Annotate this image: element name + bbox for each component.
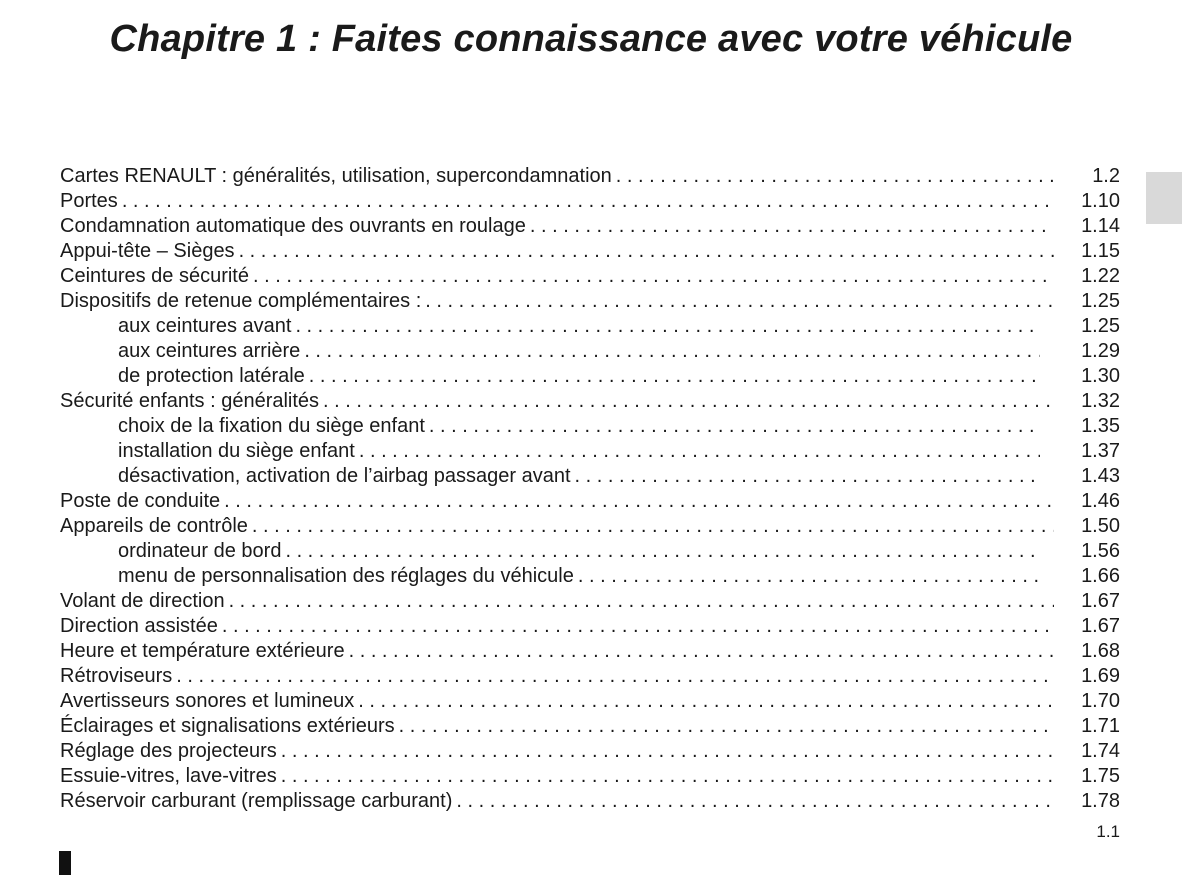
print-corner-mark bbox=[59, 851, 71, 875]
toc-entry[interactable] bbox=[60, 264, 1120, 289]
toc-dot-leader bbox=[399, 714, 1054, 739]
toc-entry[interactable] bbox=[60, 489, 1120, 514]
toc-dot-leader bbox=[425, 289, 1054, 314]
toc-entry-page: 1.30 bbox=[1081, 365, 1120, 387]
toc-entry-page: 1.29 bbox=[1081, 340, 1120, 362]
toc-entry[interactable] bbox=[60, 739, 1120, 764]
toc-entry[interactable] bbox=[60, 714, 1120, 739]
toc-entry[interactable] bbox=[60, 189, 1120, 214]
toc-entry-page: 1.74 bbox=[1081, 740, 1120, 762]
toc-entry-label: Appui-tête – Sièges bbox=[60, 240, 235, 262]
toc-entry-label: aux ceintures avant bbox=[118, 315, 292, 337]
toc-dot-leader bbox=[295, 314, 1040, 339]
toc-entry-label: Sécurité enfants : généralités bbox=[60, 390, 320, 412]
toc-entry-page: 1.43 bbox=[1081, 465, 1120, 487]
toc-dot-leader bbox=[323, 389, 1054, 414]
toc-entry[interactable] bbox=[60, 164, 1120, 189]
toc-dot-leader bbox=[281, 739, 1054, 764]
toc-entry[interactable] bbox=[60, 589, 1120, 614]
toc-entry-page: 1.25 bbox=[1081, 290, 1120, 312]
toc-entry-label: Appareils de contrôle bbox=[60, 515, 248, 537]
toc-entry-label: Essuie-vitres, lave-vitres bbox=[60, 765, 277, 787]
toc-entry-label: Dispositifs de retenue complémentaires : bbox=[60, 290, 422, 312]
toc-entry-page: 1.50 bbox=[1081, 515, 1120, 537]
toc-entry-label: Réservoir carburant (remplissage carburant) bbox=[60, 790, 453, 812]
toc-dot-leader bbox=[349, 639, 1054, 664]
toc-entry[interactable] bbox=[60, 764, 1120, 789]
toc-entry[interactable] bbox=[60, 214, 1120, 239]
toc-dot-leader bbox=[304, 339, 1040, 364]
toc-dot-leader bbox=[253, 264, 1054, 289]
toc-dot-leader bbox=[281, 764, 1054, 789]
toc-entry-label: installation du siège enfant bbox=[118, 440, 355, 462]
toc-entry[interactable] bbox=[60, 289, 1120, 314]
toc-entry[interactable] bbox=[60, 514, 1120, 539]
toc-entry-page: 1.15 bbox=[1081, 240, 1120, 262]
toc-entry-label: Condamnation automatique des ouvrants en roulage bbox=[60, 215, 526, 237]
toc-dot-leader bbox=[616, 164, 1054, 189]
toc-entry-label: Heure et température extérieure bbox=[60, 640, 345, 662]
toc-subentry[interactable] bbox=[60, 464, 1120, 489]
toc-subentry[interactable] bbox=[60, 539, 1120, 564]
toc-entry[interactable] bbox=[60, 239, 1120, 264]
toc-entry-label: Cartes RENAULT : généralités, utilisation, supercondamnation bbox=[60, 165, 612, 187]
toc-entry-page: 1.75 bbox=[1081, 765, 1120, 787]
toc-entry-label: Direction assistée bbox=[60, 615, 218, 637]
toc-entry-page: 1.10 bbox=[1081, 190, 1120, 212]
toc-entry-page: 1.70 bbox=[1081, 690, 1120, 712]
toc-entry-label: Poste de conduite bbox=[60, 490, 221, 512]
toc-dot-leader bbox=[578, 564, 1040, 589]
toc-entry-label: menu de personnalisation des réglages du véhicule bbox=[118, 565, 574, 587]
table-of-contents bbox=[60, 164, 1120, 814]
toc-entry-page: 1.2 bbox=[1092, 165, 1120, 187]
toc-entry-label: Portes bbox=[60, 190, 118, 212]
toc-dot-leader bbox=[309, 364, 1040, 389]
toc-entry-page: 1.68 bbox=[1081, 640, 1120, 662]
toc-entry-page: 1.25 bbox=[1081, 315, 1120, 337]
toc-subentry[interactable] bbox=[60, 339, 1120, 364]
toc-entry[interactable] bbox=[60, 689, 1120, 714]
toc-dot-leader bbox=[252, 514, 1054, 539]
toc-entry-page: 1.69 bbox=[1081, 665, 1120, 687]
toc-subentry[interactable] bbox=[60, 364, 1120, 389]
toc-dot-leader bbox=[239, 239, 1054, 264]
toc-dot-leader bbox=[224, 489, 1054, 514]
toc-entry[interactable] bbox=[60, 639, 1120, 664]
toc-entry-label: Éclairages et signalisations extérieurs bbox=[60, 715, 395, 737]
toc-subentry[interactable] bbox=[60, 314, 1120, 339]
toc-subentry[interactable] bbox=[60, 414, 1120, 439]
page-title: Chapitre 1 : Faites connaissance avec votre véhicule bbox=[109, 18, 1073, 60]
toc-dot-leader bbox=[285, 539, 1040, 564]
toc-entry[interactable] bbox=[60, 789, 1120, 814]
toc-entry-label: de protection latérale bbox=[118, 365, 305, 387]
chapter-thumb-tab bbox=[1146, 172, 1182, 224]
toc-entry-page: 1.32 bbox=[1081, 390, 1120, 412]
toc-entry-page: 1.37 bbox=[1081, 440, 1120, 462]
toc-entry-label: Rétroviseurs bbox=[60, 665, 173, 687]
toc-dot-leader bbox=[359, 439, 1040, 464]
toc-entry-page: 1.67 bbox=[1081, 590, 1120, 612]
toc-entry-page: 1.14 bbox=[1081, 215, 1120, 237]
toc-entry[interactable] bbox=[60, 389, 1120, 414]
toc-entry-label: Avertisseurs sonores et lumineux bbox=[60, 690, 355, 712]
toc-entry-page: 1.56 bbox=[1081, 540, 1120, 562]
toc-dot-leader bbox=[122, 189, 1054, 214]
toc-entry-label: Volant de direction bbox=[60, 590, 225, 612]
toc-entry-label: désactivation, activation de l’airbag passager avant bbox=[118, 465, 571, 487]
toc-entry-label: aux ceintures arrière bbox=[118, 340, 301, 362]
page-number: 1.1 bbox=[1096, 822, 1120, 841]
toc-entry-page: 1.66 bbox=[1081, 565, 1120, 587]
toc-entry-label: Ceintures de sécurité bbox=[60, 265, 249, 287]
toc-entry-page: 1.71 bbox=[1081, 715, 1120, 737]
toc-entry-page: 1.67 bbox=[1081, 615, 1120, 637]
toc-entry-page: 1.35 bbox=[1081, 415, 1120, 437]
toc-dot-leader bbox=[358, 689, 1054, 714]
toc-entry-label: Réglage des projecteurs bbox=[60, 740, 277, 762]
toc-dot-leader bbox=[530, 214, 1054, 239]
toc-entry-page: 1.22 bbox=[1081, 265, 1120, 287]
toc-dot-leader bbox=[429, 414, 1040, 439]
toc-entry-label: ordinateur de bord bbox=[118, 540, 282, 562]
toc-entry[interactable] bbox=[60, 664, 1120, 689]
toc-entry-page: 1.46 bbox=[1081, 490, 1120, 512]
toc-subentry[interactable] bbox=[60, 564, 1120, 589]
toc-dot-leader bbox=[575, 464, 1041, 489]
toc-dot-leader bbox=[176, 664, 1054, 689]
toc-entry[interactable] bbox=[60, 614, 1120, 639]
toc-dot-leader bbox=[229, 589, 1054, 614]
toc-subentry[interactable] bbox=[60, 439, 1120, 464]
toc-entry-page: 1.78 bbox=[1081, 790, 1120, 812]
toc-dot-leader bbox=[456, 789, 1054, 814]
toc-entry-label: choix de la fixation du siège enfant bbox=[118, 415, 425, 437]
toc-dot-leader bbox=[222, 614, 1054, 639]
